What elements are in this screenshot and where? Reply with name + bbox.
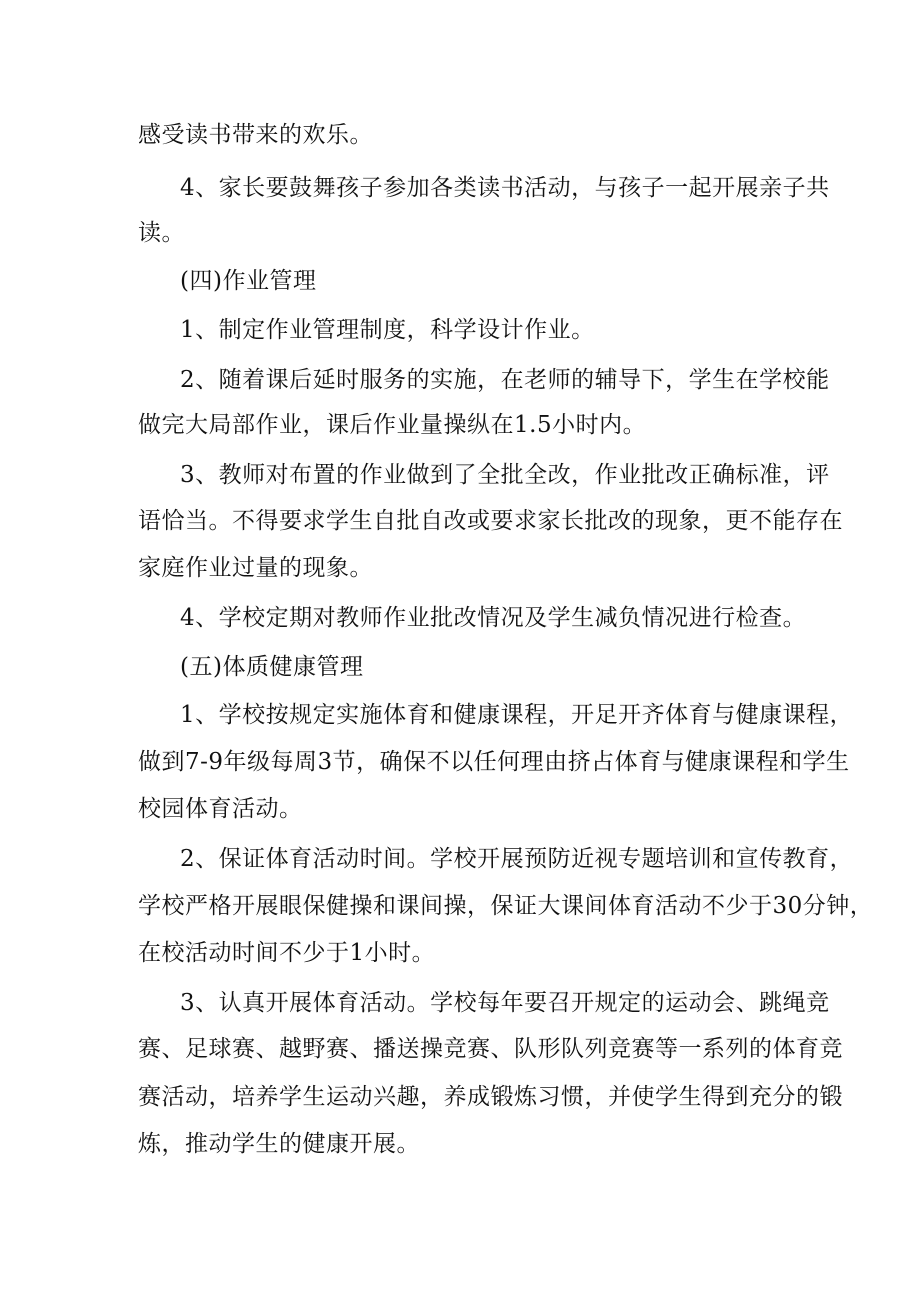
text-line: 赛活动，培养学生运动兴趣，养成锻炼习惯，并使学生得到充分的锻 <box>138 1084 843 1110</box>
text-line: 1、制定作业管理制度，科学设计作业。 <box>180 317 595 343</box>
text-line: 3、认真开展体育活动。学校每年要召开规定的运动会、跳绳竞 <box>180 990 830 1016</box>
text-line: 1、学校按规定实施体育和健康课程，开足开齐体育与健康课程， <box>180 702 854 728</box>
text-line: 2、保证体育活动时间。学校开展预防近视专题培训和宣传教育， <box>180 846 854 872</box>
text-line: 3、教师对布置的作业做到了全批全改，作业批改正确标准，评 <box>180 462 830 488</box>
text-line: 感受读书带来的欢乐。 <box>138 122 373 148</box>
text-line: 做完大局部作业，课后作业量操纵在1.5小时内。 <box>138 412 647 438</box>
text-line: 在校活动时间不少于1小时。 <box>138 940 436 966</box>
text-line: 2、随着课后延时服务的实施，在老师的辅导下，学生在学校能 <box>180 367 830 393</box>
text-line: 做到7-9年级每周3节，确保不以任何理由挤占体育与健康课程和学生 <box>138 749 850 775</box>
text-line: 赛、足球赛、越野赛、播送操竞赛、队形队列竞赛等一系列的体育竞 <box>138 1036 843 1062</box>
text-line: 读。 <box>138 220 185 246</box>
text-line: 炼，推动学生的健康开展。 <box>138 1131 420 1157</box>
text-line: 4、学校定期对教师作业批改情况及学生减负情况进行检查。 <box>180 605 807 631</box>
section-heading: (四)作业管理 <box>180 268 317 294</box>
text-line: 4、家长要鼓舞孩子参加各类读书活动，与孩子一起开展亲子共 <box>180 175 830 201</box>
section-heading: (五)体质健康管理 <box>180 654 364 680</box>
text-line: 学校严格开展眼保健操和课间操，保证大课间体育活动不少于30分钟， <box>138 893 874 919</box>
text-line: 语恰当。不得要求学生自批自改或要求家长批改的现象，更不能存在 <box>138 508 843 534</box>
text-line: 家庭作业过量的现象。 <box>138 555 373 581</box>
text-line: 校园体育活动。 <box>138 796 303 822</box>
